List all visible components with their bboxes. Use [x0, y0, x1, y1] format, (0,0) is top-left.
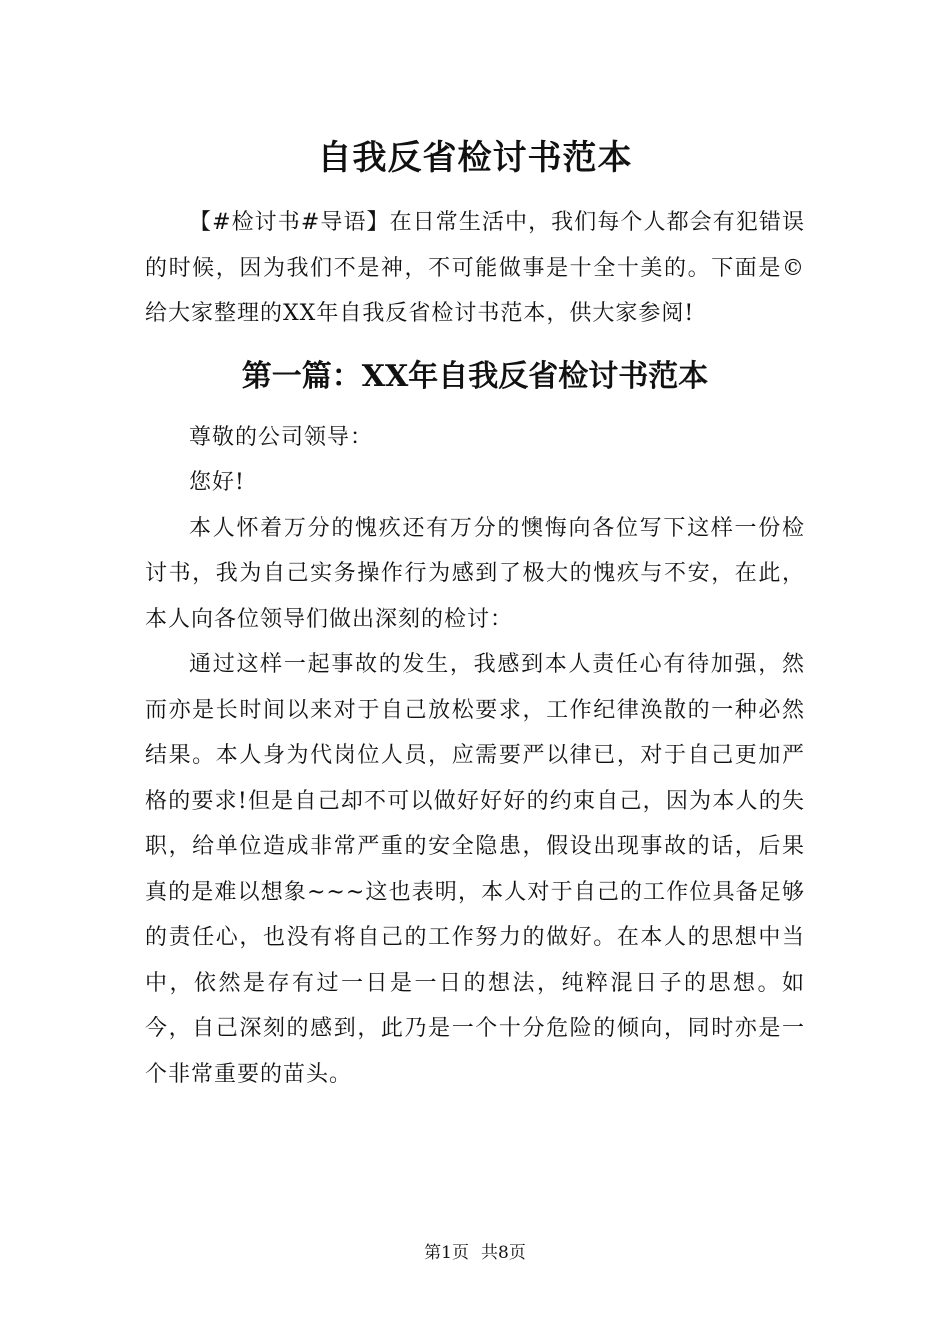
body-paragraph-1: 本人怀着万分的愧疚还有万分的懊悔向各位写下这样一份检讨书，我为自己实务操作行为感到了极大的愧疚与不安，在此，本人向各位领导们做出深刻的检讨： [145, 515, 805, 632]
intro-paragraph: 【#检讨书#导语】在日常生活中，我们每个人都会有犯错误的时候，因为我们不是神，不可能做事是十全十美的。下面是©给大家整理的XX年自我反省检讨书范本，供大家参阅! [145, 210, 805, 326]
intro-block [145, 200, 805, 337]
page-total: 共8页 [481, 1243, 526, 1263]
section-body [145, 415, 805, 1098]
section-title: 第一篇：XX年自我反省检讨书范本 [241, 358, 709, 394]
greeting: 您好! [189, 470, 245, 495]
salutation: 尊敬的公司领导： [189, 424, 374, 450]
page-number: 第1页 [424, 1243, 469, 1263]
body-paragraph-2: 通过这样一起事故的发生，我感到本人责任心有待加强，然而亦是长时间以来对于自己放松要求，工作纪律涣散的一种必然结果。本人身为代岗位人员，应需要严以律已，对于自己更加严格的要求!但是自己却不可以做好好好的约束自己，因为本人的失职，给单位造成非常严重的安全隐患，假设出现事故的话，后果真的是难以想象~~~这也表明，本人对于自己的工作位具备足够的责任心，也没有将自己的工作努力的做好。在本人的思想中当中，依然是存有过一日是一日的想法，纯粹混日子的思想。如今，自己深刻的感到，此乃是一个十分危险的倾向，同时亦是一个非常重要的苗头。 [145, 652, 805, 1087]
document-content [145, 128, 805, 1097]
page-footer [0, 1241, 950, 1265]
document-title: 自我反省检讨书范本 [317, 138, 633, 178]
